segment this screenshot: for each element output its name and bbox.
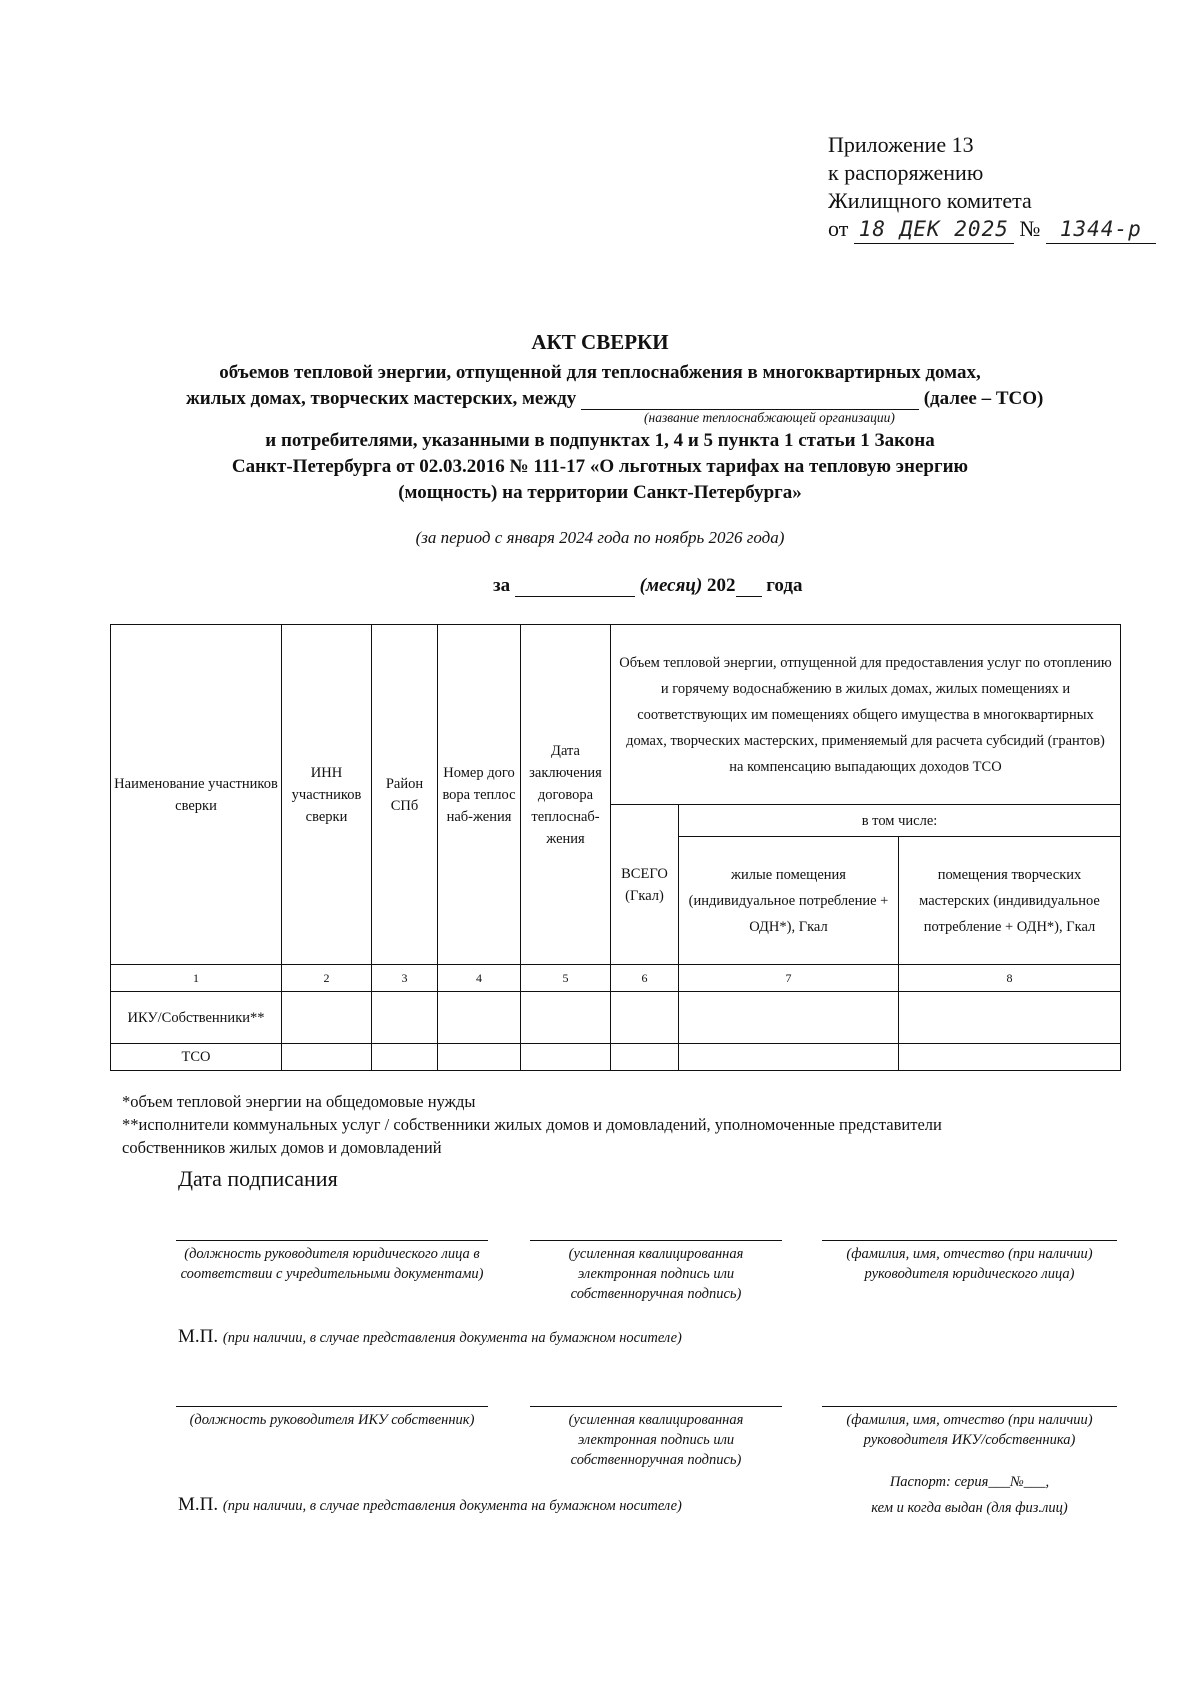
reconciliation-table (110, 624, 1121, 1071)
org-name-hint: (название теплоснабжающей организации) (644, 410, 895, 425)
year-blank (736, 578, 762, 597)
title-line1: объемов тепловой энергии, отпущенной для теплоснабжения в многоквартирных домах, (219, 362, 981, 383)
year-suffix: года (766, 575, 803, 596)
month-row (493, 575, 803, 597)
title-line2-start: жилых домах, творческих мастерских, между (186, 388, 577, 409)
year-prefix: 202 (707, 575, 736, 596)
stamp-label: М.П. (178, 1326, 219, 1347)
header-including: в том числе: (679, 805, 1121, 837)
header-volume: Объем тепловой энергии, отпущенной для предоставления услуг по отоплению и горячему водоснабжению в жилых домах, жилых помещениях и соответствующих им помещениях общего имущества в многоквартирных домах, творческих мастерских, применяемый для расчета субсидий (грантов) на компенсацию выпадающих доходов ТСО (611, 625, 1121, 805)
column-number: 5 (521, 965, 611, 992)
period-text: (за период с января 2024 года по ноябрь 2026 года) (415, 528, 785, 547)
table-cell[interactable] (611, 992, 679, 1044)
row-name-tso: ТСО (111, 1044, 282, 1071)
handwritten-number: 1344-р (1046, 215, 1156, 244)
sig2-name-hint: (фамилия, имя, отчество (при наличии) руководителя ИКУ/собственника) (846, 1412, 1093, 1448)
appendix-line1: Приложение 13 (828, 132, 974, 157)
month-prefix: за (493, 575, 511, 596)
row-name-iku: ИКУ/Собственники** (111, 992, 282, 1044)
title-line2 (186, 388, 1043, 410)
footnote-1: *объем тепловой энергии на общедомовые нужды (122, 1092, 476, 1111)
table-cell[interactable] (899, 1044, 1121, 1071)
passport-hint: Паспорт: серия___№___, (889, 1474, 1050, 1490)
title-line3: и потребителями, указанными в подпунктах 1, 4 и 5 пункта 1 статьи 1 Закона (265, 430, 935, 451)
header-contract-number: Номер договора теплоснаб-жения (438, 625, 521, 965)
footnote-2-line1: **исполнители коммунальных услуг / собственники жилых домов и домовладений, уполномоченные представители (122, 1115, 942, 1134)
stamp-hint: (при наличии, в случае представления документа на бумажном носителе) (222, 1330, 682, 1346)
number-prefix: № (1019, 216, 1041, 241)
column-number-row (111, 965, 1121, 992)
table-cell[interactable] (282, 1044, 372, 1071)
column-number: 1 (111, 965, 282, 992)
table-cell[interactable] (679, 992, 899, 1044)
table-cell[interactable] (521, 1044, 611, 1071)
signature-line[interactable] (176, 1240, 488, 1241)
title-line5: (мощность) на территории Санкт-Петербурга» (398, 482, 802, 503)
signature-line[interactable] (530, 1240, 782, 1241)
stamp-row-1 (178, 1326, 682, 1348)
table-cell[interactable] (372, 992, 438, 1044)
column-number: 2 (282, 965, 372, 992)
header-residential: жилые помещения (индивидуальное потребление + ОДН*), Гкал (679, 837, 899, 965)
header-contract-date: Дата заключения договора теплоснаб-жения (521, 625, 611, 965)
handwritten-date: 18 ДЕК 2025 (854, 215, 1014, 244)
appendix-block (828, 131, 1156, 244)
org-name-blank (581, 389, 919, 410)
passport-issued-hint: кем и когда выдан (для физ.лиц) (871, 1500, 1068, 1516)
table-cell[interactable] (899, 992, 1121, 1044)
footnote-2-line2: собственников жилых домов и домовладений (122, 1138, 442, 1157)
column-number: 8 (899, 965, 1121, 992)
signature-line[interactable] (822, 1240, 1117, 1241)
table-cell[interactable] (611, 1044, 679, 1071)
appendix-date-row (828, 215, 1156, 244)
stamp-row-2 (178, 1494, 682, 1516)
header-total: ВСЕГО (Гкал) (611, 805, 679, 965)
stamp-label: М.П. (178, 1494, 219, 1515)
table-cell[interactable] (282, 992, 372, 1044)
table-cell[interactable] (372, 1044, 438, 1071)
sig2-position-hint: (должность руководителя ИКУ собственник) (189, 1412, 475, 1428)
signature-line[interactable] (176, 1406, 488, 1407)
column-number: 7 (679, 965, 899, 992)
month-blank (515, 578, 635, 597)
header-studios: помещения творческих мастерских (индивидуальное потребление + ОДН*), Гкал (899, 837, 1121, 965)
appendix-line2: к распоряжению (828, 160, 984, 185)
header-district: Район СПб (372, 625, 438, 965)
signature-line[interactable] (530, 1406, 782, 1407)
document-title: АКТ СВЕРКИ (531, 330, 669, 354)
table-cell[interactable] (438, 992, 521, 1044)
sig2-sign-hint: (усиленная квалицированная электронная подпись или собственноручная подпись) (568, 1412, 744, 1468)
table-cell[interactable] (679, 1044, 899, 1071)
table-cell[interactable] (438, 1044, 521, 1071)
table-row (111, 1044, 1121, 1071)
table-row (111, 992, 1121, 1044)
date-prefix: от (828, 216, 849, 241)
appendix-line3: Жилищного комитета (828, 188, 1032, 213)
header-inn: ИНН участников сверки (282, 625, 372, 965)
signature-line[interactable] (822, 1406, 1117, 1407)
column-number: 3 (372, 965, 438, 992)
title-line4: Санкт-Петербурга от 02.03.2016 № 111-17 «О льготных тарифах на тепловую энергию (231, 456, 969, 477)
sig1-sign-hint: (усиленная квалицированная электронная подпись или собственноручная подпись) (568, 1246, 744, 1302)
signing-date-label: Дата подписания (178, 1166, 338, 1191)
sig1-position-hint: (должность руководителя юридического лица в соответствии с учредительными документами) (180, 1246, 484, 1282)
stamp-hint: (при наличии, в случае представления документа на бумажном носителе) (222, 1498, 682, 1514)
month-hint: (месяц) (639, 575, 703, 596)
header-participants: Наименование участников сверки (111, 625, 282, 965)
sig1-name-hint: (фамилия, имя, отчество (при наличии) руководителя юридического лица) (846, 1246, 1093, 1282)
column-number: 4 (438, 965, 521, 992)
title-line2-end: (далее – ТСО) (923, 388, 1044, 409)
column-number: 6 (611, 965, 679, 992)
table-cell[interactable] (521, 992, 611, 1044)
